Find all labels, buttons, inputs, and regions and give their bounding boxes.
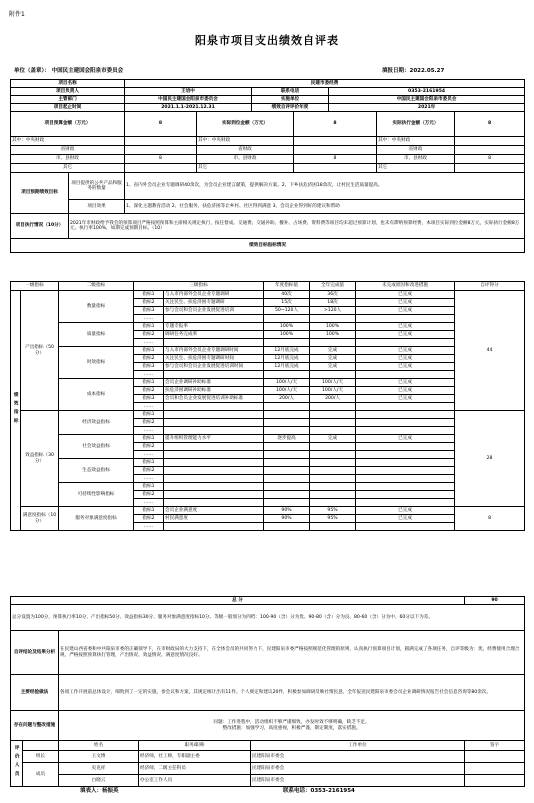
scoring-note: 总分设置为100分，预算执行率10分、产出指标50分、效益指标30分、服务对象满意度指标10分。等级一般划分为四档：100-90（含）分为优、90-80（含）分为良、80-60（含）分为中、60分以下为差。 [11, 605, 525, 631]
evaluator-role: 组长 [23, 751, 59, 763]
level2-indicator: 服务对象满意度指标 [59, 507, 134, 531]
improvement-note: 已完成 [356, 323, 455, 331]
province-label-3: 省财政 [377, 146, 455, 155]
level3-indicator: 关注民生、扶危济困专题调研 [164, 299, 264, 307]
annual-target: 12月底完成 [264, 355, 310, 363]
annual-target [264, 451, 310, 459]
city-execution: 8 [294, 155, 377, 164]
annual-actual [310, 451, 356, 459]
annual-actual: 100% [310, 323, 356, 331]
improvement-note: 已完成 [356, 331, 455, 339]
annual-target: 200/人 [264, 395, 310, 403]
evaluator-title: 经济师，社工师，专职副主委 [139, 751, 251, 763]
level2-indicator: 成本指标 [59, 379, 134, 411]
level2-indicator: 经济效益指标 [59, 411, 134, 435]
improvement-note [356, 339, 455, 347]
evaluators-col-sign: 签字 [465, 741, 525, 751]
total-score: 90 [465, 597, 525, 605]
annual-actual: 100/人/天 [310, 379, 356, 387]
evaluators-col-title: 职务/职称 [139, 741, 251, 751]
fill-date: 填报日期：2022.05.27 [382, 68, 445, 74]
execution-label: 实际到位金额（万元） [197, 112, 294, 137]
indicator-key: 指标1 [134, 411, 164, 419]
year-label: 绩效自评评价年度 [252, 104, 329, 112]
improvement-note: 已完成 [356, 507, 455, 515]
indicator-key: 指标1 [134, 483, 164, 491]
project-name-label: 项目名称 [11, 80, 125, 88]
execution-status-label: 项目执行情况（10分） [11, 214, 69, 239]
indicator-key: 指标2 [134, 299, 164, 307]
filler-label: 填表人：杨振英 [80, 788, 119, 794]
level3-indicator [164, 483, 264, 491]
other-label: 其它 [11, 164, 125, 173]
annual-target [264, 483, 310, 491]
annual-target: 100/人/天 [264, 379, 310, 387]
level3-indicator: 与入市内部外会员企业专题调研时间 [164, 347, 264, 355]
total-label: 总 分 [11, 597, 465, 605]
other-label-2: 其它 [197, 164, 294, 173]
improvement-note: 已完成 [356, 379, 455, 387]
improvement-note [356, 499, 455, 507]
improvement-note: 已完成 [356, 291, 455, 299]
annual-actual [310, 443, 356, 451]
city-label-2: 市、县财政 [197, 155, 294, 164]
annual-target [264, 315, 310, 323]
annual-target: 100/人/天 [264, 387, 310, 395]
side-label-cell [11, 291, 21, 531]
city-budget: 8 [125, 155, 197, 164]
level2-indicator: 时效指标 [59, 347, 134, 379]
annual-actual: 95% [310, 515, 356, 523]
evaluator-org: 民建阳泉市委会 [251, 751, 465, 763]
level3-indicator: 关注民生、扶危济困专题调研时间 [164, 355, 264, 363]
indicator-key: 指标3 [134, 395, 164, 403]
level3-indicator [164, 467, 264, 475]
annual-target [264, 411, 310, 419]
evaluator-name: 王文博 [59, 751, 139, 763]
section-score: 28 [455, 411, 525, 507]
indicator-key: 指标3 [134, 363, 164, 371]
column-header: 全年完成值 [310, 282, 356, 291]
footer-phone: 联系电话：0353-2161954 [283, 788, 355, 794]
province-label: 省财政 [11, 146, 125, 155]
annual-target: 12月底完成 [264, 363, 310, 371]
effect-text: 1、深化主题教育活动 2、社会服务、扶危济困等让乡村、社区得到满意 3、会员企业得到好的建议和帮助 [125, 200, 525, 214]
ellipsis: …… [134, 523, 164, 531]
city-label: 市、县财政 [11, 155, 125, 164]
annual-target: 15次 [264, 299, 310, 307]
level3-indicator: 会员和会员企业发展促进培训补助标准 [164, 395, 264, 403]
annual-actual [310, 339, 356, 347]
indicator-key: 指标1 [134, 347, 164, 355]
indicator-key: 指标1 [134, 507, 164, 515]
annual-actual [310, 403, 356, 411]
level3-indicator [164, 459, 264, 467]
level3-indicator [164, 491, 264, 499]
ellipsis: …… [134, 451, 164, 459]
annual-target [264, 339, 310, 347]
level2-indicator: 可持续性影响指标 [59, 483, 134, 507]
evaluator-org: 民建阳泉市委会 [251, 775, 465, 787]
execution-status-text: 2021年市财政给予我会的预算项目严格按照预算和主席相关规定执行，按任督成、交通费、交通补助、餐补、占场费、资料费等项目均未超过预算计划，也未有滞纳预算经费，本项目实际到位金额8万元，实际执行金额8万元，执行率100%，如期完成预期目标。（10） [69, 214, 525, 239]
column-header: 自评得分 [455, 282, 525, 291]
improvement-note [356, 403, 455, 411]
improvement-note: 已完成 [356, 307, 455, 315]
annual-actual: 完成 [310, 435, 356, 443]
annual-target [264, 443, 310, 451]
level3-indicator [164, 411, 264, 419]
improvement-note [356, 459, 455, 467]
indicator-side-label: 绩效指标 [13, 392, 19, 427]
evaluator-signature[interactable] [465, 751, 525, 763]
indicator-key: 指标1 [134, 435, 164, 443]
year-value: 2021年 [329, 104, 525, 112]
annual-target: 100% [264, 331, 310, 339]
level3-indicator [164, 339, 264, 347]
indicator-table [10, 281, 525, 531]
annual-actual [310, 523, 356, 531]
improvement-note [356, 467, 455, 475]
ellipsis: …… [134, 315, 164, 323]
level3-indicator: 专题专报率 [164, 323, 264, 331]
indicator-key: 指标1 [134, 379, 164, 387]
level3-indicator: 参与会员和会员企业发展促进培训 [164, 307, 264, 315]
annual-actual: 完成 [310, 355, 356, 363]
level3-indicator: 与入市内部外会员企业专题调研 [164, 291, 264, 299]
improvement-note: 已完成 [356, 435, 455, 443]
evaluation-table [10, 79, 525, 253]
evaluator-signature[interactable] [465, 775, 525, 787]
other-label-3: 其它 [377, 164, 455, 173]
annual-target [264, 419, 310, 427]
annual-actual [310, 475, 356, 483]
evaluator-name: 史克祥 [59, 763, 139, 775]
leader-value: 王培中 [125, 88, 252, 96]
evaluators-col-name: 姓名 [59, 741, 139, 751]
annual-actual [310, 411, 356, 419]
column-header: 二级指标 [59, 282, 134, 291]
public-label: 项目提供的公共产品和服务的数量 [69, 173, 125, 200]
improvement-note [356, 411, 455, 419]
level2-indicator: 生态效益指标 [59, 459, 134, 483]
level3-indicator: 村民满意度 [164, 515, 264, 523]
improvement-note: 已完成 [356, 395, 455, 403]
improvement-note: 已完成 [356, 515, 455, 523]
level3-indicator [164, 499, 264, 507]
level3-indicator [164, 427, 264, 435]
annual-actual: 36次 [310, 291, 356, 299]
annual-actual [310, 427, 356, 435]
annual-target: 逐步提高 [264, 435, 310, 443]
annual-actual: 完成 [310, 363, 356, 371]
improvement-note [356, 419, 455, 427]
improvement-note [356, 491, 455, 499]
annual-target [264, 523, 310, 531]
column-header: 未完成原因和改进措施 [356, 282, 455, 291]
improvement-note [356, 483, 455, 491]
annual-target: 100% [264, 323, 310, 331]
city-actual: 8 [455, 155, 525, 164]
evaluators-col-org: 工作单位 [251, 741, 465, 751]
city-label-3: 市、县财政 [377, 155, 455, 164]
annual-actual [310, 315, 356, 323]
improvement-note: 已完成 [356, 387, 455, 395]
annual-target [264, 467, 310, 475]
annual-target: 12月底完成 [264, 347, 310, 355]
improvement-note [356, 475, 455, 483]
improvement-note [356, 443, 455, 451]
issues-label: 主要经验做法 [11, 675, 59, 711]
effect-label: 项目效果 [69, 200, 125, 214]
annual-actual: 100/人/天 [310, 387, 356, 395]
ellipsis: …… [134, 339, 164, 347]
annual-actual [310, 419, 356, 427]
level3-indicator [164, 475, 264, 483]
annual-target: 90% [264, 507, 310, 515]
ellipsis: …… [134, 403, 164, 411]
annual-target [264, 371, 310, 379]
level1-indicator: 效益指标（30分） [21, 411, 59, 507]
province-label-2: 省财政 [197, 146, 294, 155]
annual-target [264, 499, 310, 507]
ellipsis: …… [134, 499, 164, 507]
phone-value: 0353-2161954 [329, 88, 525, 96]
annual-target: 40次 [264, 291, 310, 299]
column-header: 年度指标值 [264, 282, 310, 291]
level2-indicator: 数量指标 [59, 291, 134, 323]
improvement-note: 已完成 [356, 347, 455, 355]
improvement-note: 已完成 [356, 363, 455, 371]
annual-target [264, 491, 310, 499]
indicator-key: 指标2 [134, 331, 164, 339]
annual-actual [310, 371, 356, 379]
public-text: 1、省内外会员企业专题调研40余次，为会员企业建言献策，提供解决方案。2、下乡扶危济困18余次，让村民生活质量提高。 [125, 173, 525, 200]
column-header: 一级指标 [11, 282, 59, 291]
dept-value: 中国民主建国会阳泉市委员会 [125, 96, 252, 104]
improvement-note [356, 427, 455, 435]
level3-indicator: 会员企业调研补助标准 [164, 379, 264, 387]
indicator-section-title: 绩效目标指标情况 [11, 239, 525, 253]
annual-actual [310, 459, 356, 467]
annual-actual: 完成 [310, 347, 356, 355]
level3-indicator [164, 451, 264, 459]
project-name: 民建市委经费 [125, 80, 525, 88]
central-label-2: 其中：中央财政 [197, 137, 294, 146]
self-eval-text: 在民建山西省委和中共阳泉市委的正确领导下，在市财政局的大力支持下，在全体会员的共同努力下，民建阳泉市委严格按照规范化管理的原则，认真执行预算项目计划，圆满完成了各项任务，自评等级为：优，经费使用合理合规，严格按照预算执行管理，产出情况、效益情况、满意度情况良好。 [59, 631, 525, 675]
ellipsis: …… [134, 371, 164, 379]
level3-indicator [164, 419, 264, 427]
level2-indicator: 社会效益指标 [59, 435, 134, 459]
indicator-key: 指标2 [134, 515, 164, 523]
level3-indicator: 提升组织管理能力水平 [164, 435, 264, 443]
indicator-key: 指标1 [134, 291, 164, 299]
annual-target: 90% [264, 515, 310, 523]
indicator-key: 指标3 [134, 307, 164, 315]
level3-indicator: 参与会员和会员企业发展促进培训时间 [164, 363, 264, 371]
unit-label: 单位（盖章）： 中国民主建国会阳泉市委员会 [14, 68, 124, 74]
evaluator-signature[interactable] [465, 763, 525, 775]
improvement-note [356, 523, 455, 531]
document-title: 阳泉市项目支出绩效自评表 [195, 34, 339, 47]
level3-indicator: 扶危济困调研补助标准 [164, 387, 264, 395]
period-label: 项目起止时间 [11, 104, 125, 112]
annual-actual: 95% [310, 507, 356, 515]
indicator-key: 指标2 [134, 387, 164, 395]
column-header: 三级指标 [134, 282, 264, 291]
level3-indicator: 调研任务完成率 [164, 331, 264, 339]
level3-indicator [164, 523, 264, 531]
budget-label: 项目预算金额（万元） [11, 112, 125, 137]
annual-actual: 100% [310, 331, 356, 339]
annual-target [264, 459, 310, 467]
level3-indicator [164, 315, 264, 323]
level3-indicator [164, 403, 264, 411]
annual-target [264, 403, 310, 411]
indicator-key: 指标2 [134, 355, 164, 363]
execution-value: 8 [294, 112, 377, 137]
annual-target [264, 475, 310, 483]
central-label: 其中：中央财政 [11, 137, 125, 146]
evaluator-title: 办公室工作人员 [139, 775, 251, 787]
indicator-key: 指标2 [134, 491, 164, 499]
leader-label: 项目负责人 [11, 88, 125, 96]
exec-label: 实施单位 [252, 96, 329, 104]
annual-actual: >120人 [310, 307, 356, 315]
actual-label: 实际执行金额（万元） [377, 112, 455, 137]
exec-value: 中国民主建国会阳泉市委员会 [329, 96, 525, 104]
evaluator-name: 白晓云 [59, 775, 139, 787]
period-value: 2021.1.1-2021.12.31 [125, 104, 252, 112]
central-label-3: 其中：中央财政 [377, 137, 455, 146]
indicator-key: 指标2 [134, 467, 164, 475]
indicator-key: 指标2 [134, 419, 164, 427]
evaluator-org: 民建阳泉市委会 [251, 763, 465, 775]
problems-text-2: 整改措施：加强学习，高度重视，积极严谨，制定制度，落实措施。 [222, 725, 361, 731]
improvement-note [356, 451, 455, 459]
section-score: 44 [455, 291, 525, 411]
budget-value: 8 [125, 112, 197, 137]
attachment-label: 附件1 [9, 11, 25, 18]
evaluator-title: 经济师，二级主任科员 [139, 763, 251, 775]
indicator-key: 指标2 [134, 443, 164, 451]
summary-table [10, 596, 525, 787]
improvement-note: 已完成 [356, 299, 455, 307]
issues-text: 各项工作开展前总体设计，细致到了一定的实施，参会议和方案，其规定统计出有11件。个人规定和建议20件，积极参加调研反映社情民意，全年报送民建阳泉市委会员企业调研情况报告社会信息咨询等80余次。 [59, 675, 525, 711]
self-eval-label: 自评结论及结果分析 [11, 631, 59, 675]
level2-indicator: 质量指标 [59, 323, 134, 347]
annual-actual: 200/人 [310, 395, 356, 403]
improvement-note [356, 371, 455, 379]
annual-actual [310, 483, 356, 491]
level3-indicator [164, 371, 264, 379]
annual-actual [310, 499, 356, 507]
ellipsis: …… [134, 475, 164, 483]
level3-indicator: 会员企业满意度 [164, 507, 264, 515]
annual-target [264, 427, 310, 435]
actual-value: 8 [455, 112, 525, 137]
ellipsis: …… [134, 427, 164, 435]
phone-label: 联系电话 [252, 88, 329, 96]
dept-label: 主管部门 [11, 96, 125, 104]
evaluator-role: 成员 [23, 763, 59, 787]
improvement-note: 已完成 [356, 355, 455, 363]
level1-indicator: 产出指标（50分） [21, 291, 59, 411]
indicator-key: 指标1 [134, 459, 164, 467]
indicator-key: 指标1 [134, 323, 164, 331]
improvement-note [356, 315, 455, 323]
problems-label: 存在问题与整改措施 [11, 711, 59, 741]
annual-target: 50~120人 [264, 307, 310, 315]
evaluators-side-label: 评价人员 [14, 745, 20, 780]
level1-indicator: 满意度指标（10分） [21, 507, 59, 531]
level3-indicator [164, 443, 264, 451]
annual-actual [310, 467, 356, 475]
annual-actual [310, 491, 356, 499]
annual-actual: 18次 [310, 299, 356, 307]
section-score: 8 [455, 507, 525, 531]
overview-label: 项目预期绩效目标 [11, 173, 69, 214]
problems-text-1: 问题：工作进程中，活动组织不够严谨细致，办发时效不够明确，缺乏不足。 [213, 720, 370, 726]
